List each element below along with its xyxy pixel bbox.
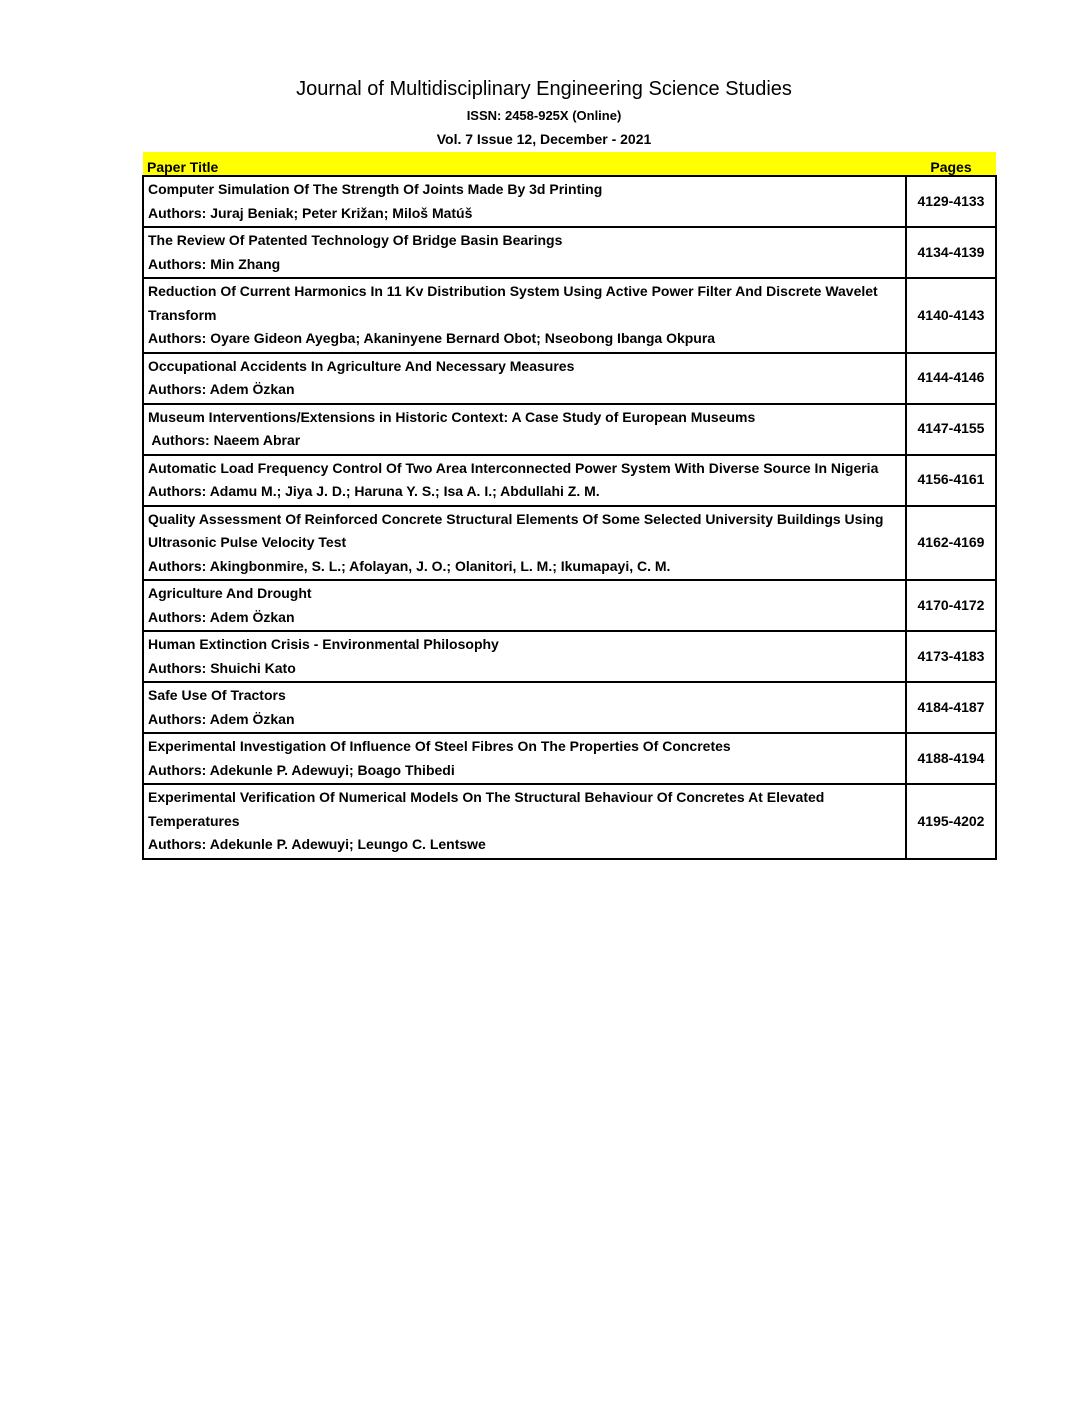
paper-title: Experimental Investigation Of Influence Of Steel Fibres On The Properties Of Concretes <box>148 738 731 754</box>
paper-pages: 4156-4161 <box>906 455 996 506</box>
contents-table <box>142 152 997 860</box>
paper-pages: 4195-4202 <box>906 784 996 859</box>
paper-cell <box>143 176 906 227</box>
paper-pages: 4188-4194 <box>906 733 996 784</box>
table-row <box>143 353 996 404</box>
paper-authors: Authors: Adem Özkan <box>148 608 295 625</box>
table-row <box>143 176 996 227</box>
table-row <box>143 733 996 784</box>
paper-cell <box>143 784 906 859</box>
table-row <box>143 227 996 278</box>
paper-title: Automatic Load Frequency Control Of Two Area Interconnected Power System With Diverse Source In Nigeria <box>148 459 879 476</box>
paper-authors: Authors: Min Zhang <box>148 255 281 272</box>
paper-pages: 4184-4187 <box>906 682 996 733</box>
paper-title: Computer Simulation Of The Strength Of Joints Made By 3d Printing <box>148 181 603 197</box>
table-header-row <box>143 152 996 176</box>
paper-cell <box>143 455 906 506</box>
paper-pages: 4144-4146 <box>906 353 996 404</box>
paper-authors: Authors: Juraj Beniak; Peter Križan; Miloš Matúš <box>148 204 473 221</box>
paper-cell <box>143 733 906 784</box>
paper-cell <box>143 227 906 278</box>
paper-title: Reduction Of Current Harmonics In 11 Kv Distribution System Using Active Power Filter And Discrete Wavelet Transform <box>148 283 878 323</box>
column-header-pages: Pages <box>906 152 996 176</box>
paper-authors: Authors: Akingbonmire, S. L.; Afolayan, J. O.; Olanitori, L. M.; Ikumapayi, C. M. <box>148 557 671 574</box>
paper-authors: Authors: Adekunle P. Adewuyi; Boago Thibedi <box>148 761 455 778</box>
paper-cell <box>143 682 906 733</box>
paper-authors: Authors: Adamu M.; Jiya J. D.; Haruna Y. S.; Isa A. I.; Abdullahi Z. M. <box>148 483 600 499</box>
paper-authors: Authors: Oyare Gideon Ayegba; Akaninyene Bernard Obot; Nseobong Ibanga Okpura <box>148 330 716 346</box>
paper-cell <box>143 278 906 353</box>
paper-pages: 4170-4172 <box>906 580 996 631</box>
paper-title: Safe Use Of Tractors <box>148 687 286 703</box>
paper-cell <box>143 506 906 581</box>
paper-authors: Authors: Shuichi Kato <box>148 659 296 676</box>
table-row <box>143 455 996 506</box>
table-row <box>143 580 996 631</box>
paper-pages: 4134-4139 <box>906 227 996 278</box>
paper-pages: 4140-4143 <box>906 278 996 353</box>
paper-pages: 4129-4133 <box>906 176 996 227</box>
paper-cell <box>143 580 906 631</box>
paper-cell <box>143 353 906 404</box>
paper-authors: Authors: Adem Özkan <box>148 381 295 397</box>
paper-title: The Review Of Patented Technology Of Bridge Basin Bearings <box>148 232 563 248</box>
table-row <box>143 784 996 859</box>
table-row <box>143 404 996 455</box>
paper-pages: 4147-4155 <box>906 404 996 455</box>
paper-cell <box>143 404 906 455</box>
paper-title: Experimental Verification Of Numerical Models On The Structural Behaviour Of Concretes At Elevated Temperatures <box>148 789 825 829</box>
table-row <box>143 278 996 353</box>
paper-authors: Authors: Adem Özkan <box>148 710 295 727</box>
volume-issue: Vol. 7 Issue 12, December - 2021 <box>436 131 652 147</box>
paper-title: Agriculture And Drought <box>148 585 312 601</box>
table-row <box>143 682 996 733</box>
table-row <box>143 506 996 581</box>
paper-pages: 4162-4169 <box>906 506 996 581</box>
table-row <box>143 631 996 682</box>
column-header-title: Paper Title <box>143 152 906 176</box>
paper-authors: Authors: Naeem Abrar <box>148 432 301 448</box>
journal-title: Journal of Multidisciplinary Engineering Science Studies <box>296 78 792 100</box>
paper-pages: 4173-4183 <box>906 631 996 682</box>
paper-cell <box>143 631 906 682</box>
paper-authors: Authors: Adekunle P. Adewuyi; Leungo C. Lentswe <box>148 836 486 852</box>
paper-title: Museum Interventions/Extensions in Historic Context: A Case Study of European Museums <box>148 408 756 425</box>
paper-title: Human Extinction Crisis - Environmental Philosophy <box>148 636 499 652</box>
paper-title: Quality Assessment Of Reinforced Concrete Structural Elements Of Some Selected University Buildings Using Ultrasonic Pulse Velocity Test <box>148 510 884 550</box>
paper-title: Occupational Accidents In Agriculture And Necessary Measures <box>148 357 575 374</box>
issn: ISSN: 2458-925X (Online) <box>466 108 622 123</box>
